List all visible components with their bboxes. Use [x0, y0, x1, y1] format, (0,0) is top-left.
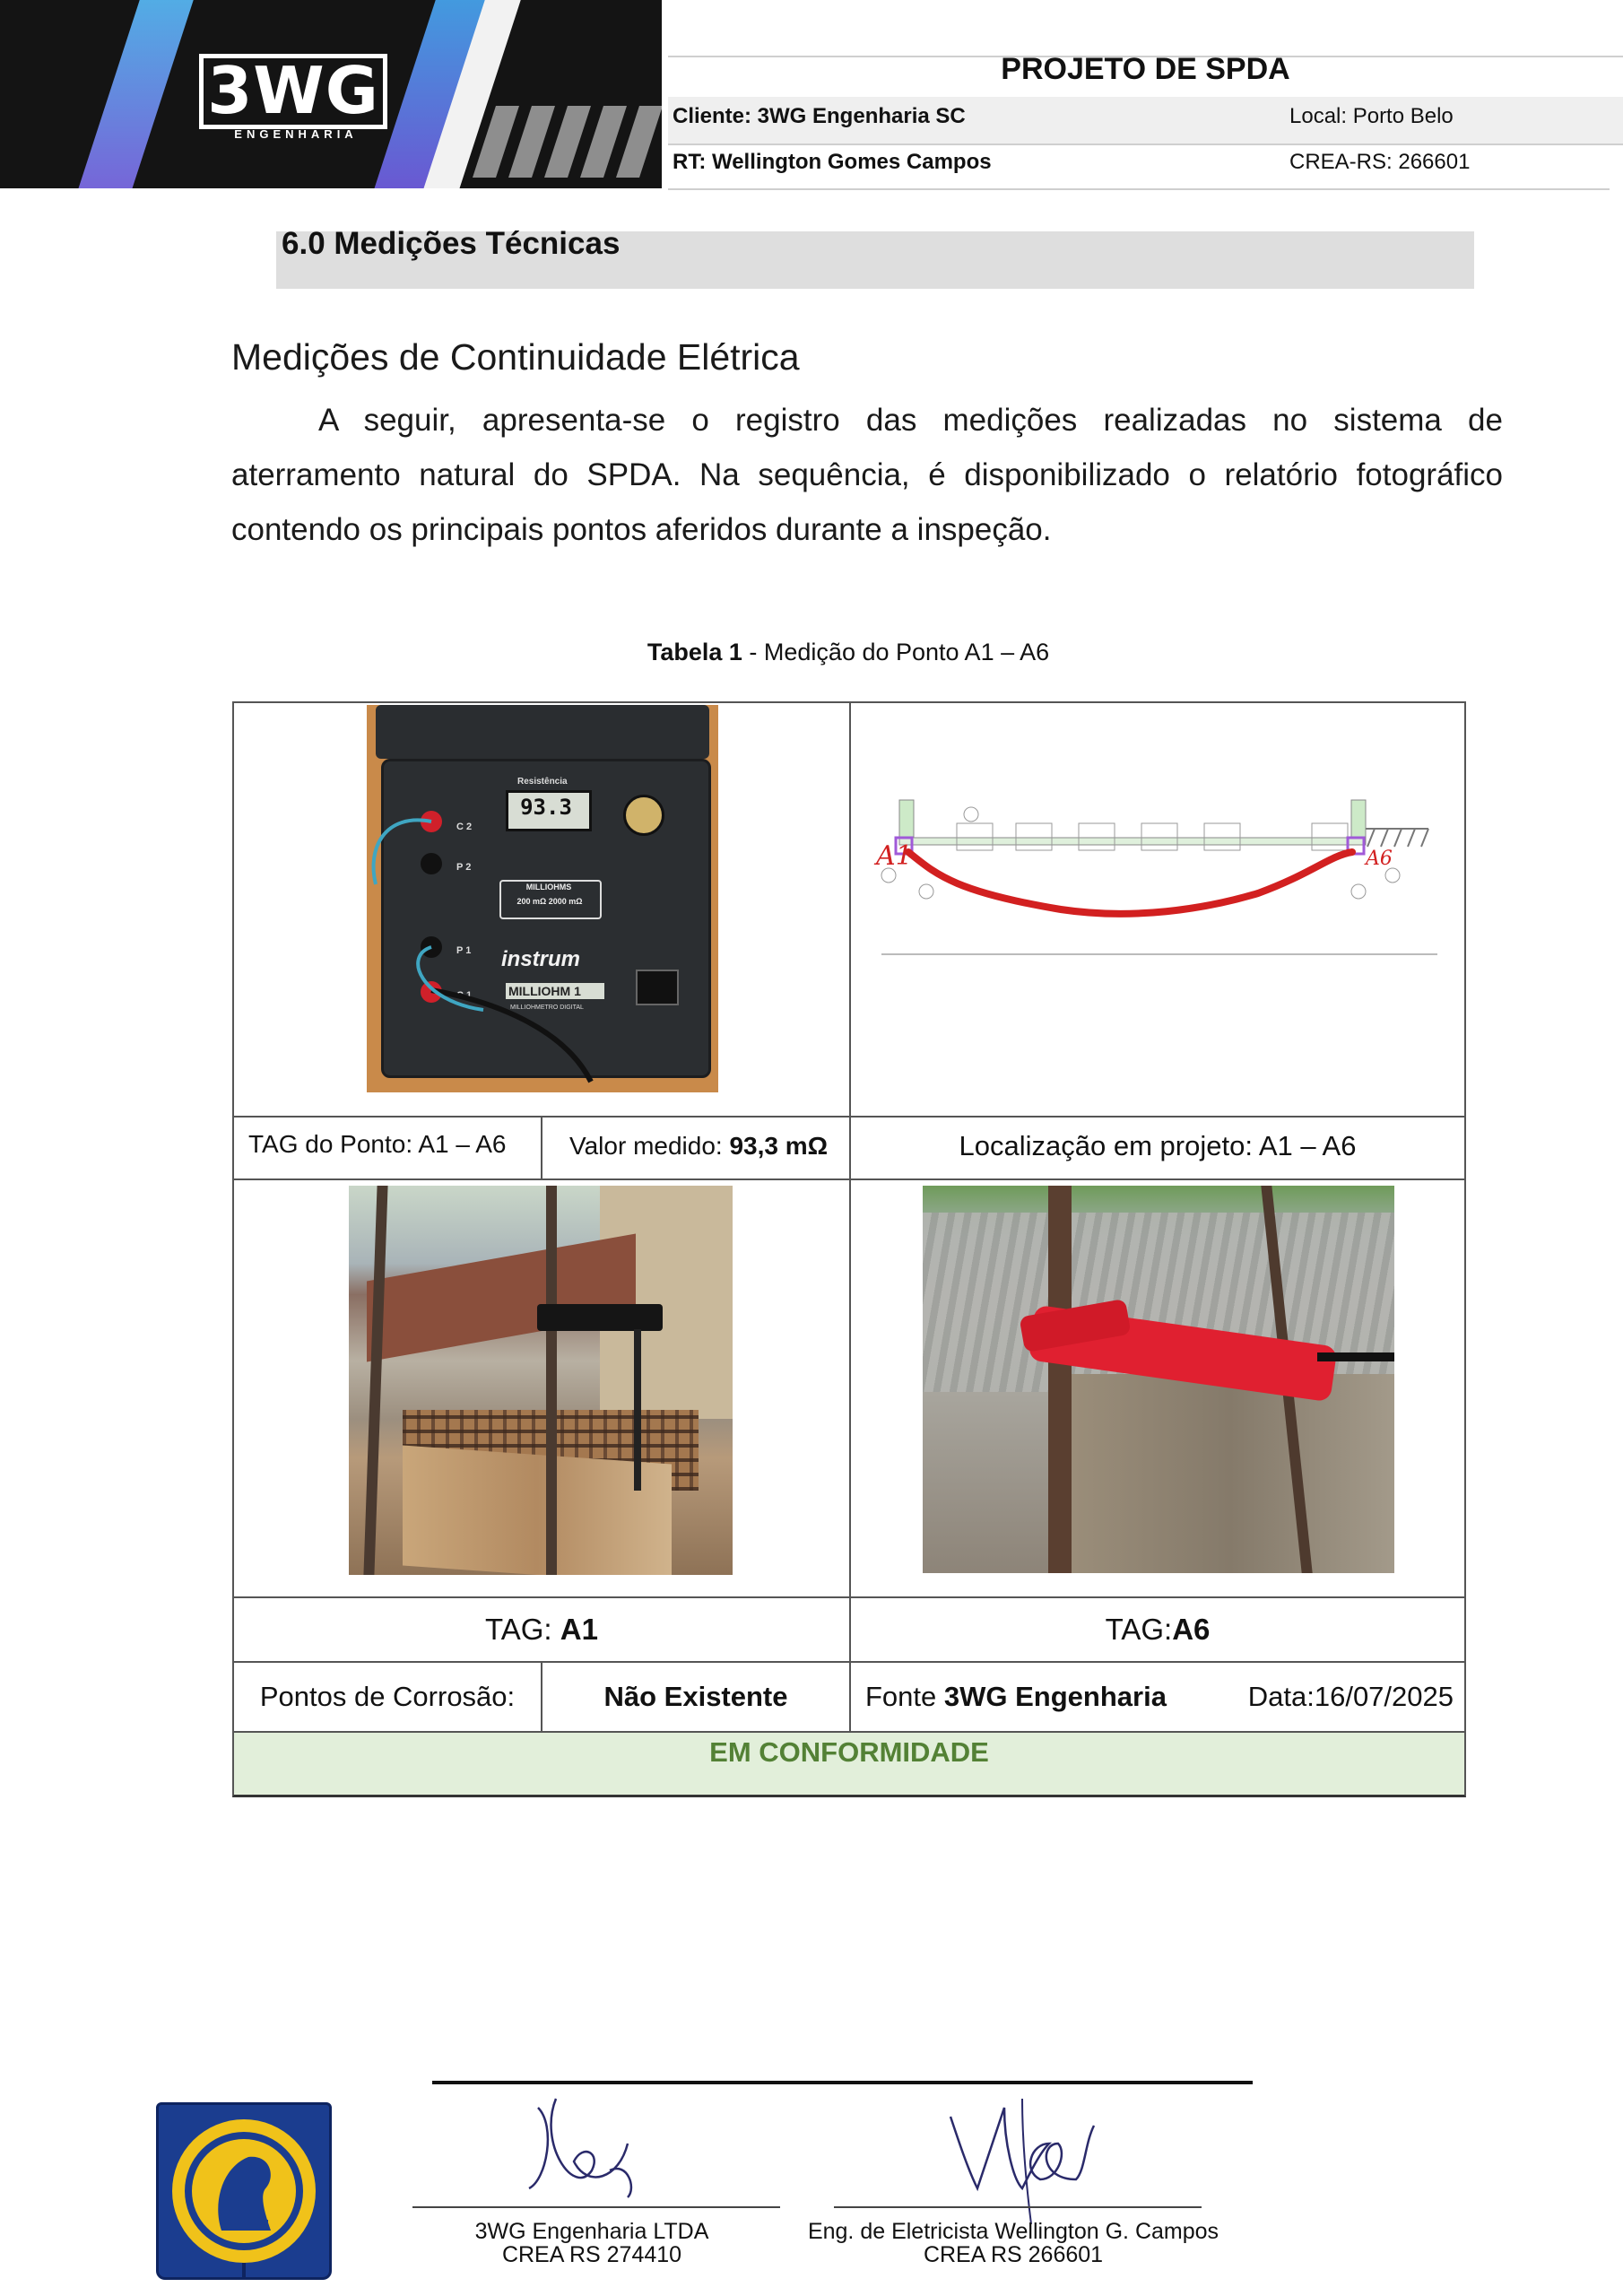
photo-a1-cell	[232, 1178, 851, 1598]
photo-a6-cell	[849, 1178, 1466, 1598]
project-drawing	[864, 793, 1452, 990]
terminal-c2: C 2	[456, 822, 473, 832]
measured-value-cell	[541, 1116, 851, 1180]
measurement-date: Data:16/07/2025	[1247, 1681, 1454, 1712]
meter-cables	[367, 705, 718, 1092]
meter-photo-cell	[232, 701, 851, 1118]
corrosion-value: Não Existente	[603, 1681, 788, 1712]
engineer-crea: CREA RS 266601	[923, 2242, 1104, 2267]
source-label: Fonte	[865, 1681, 944, 1712]
meter-photo	[367, 705, 718, 1092]
engineer-signature-line	[834, 2206, 1202, 2208]
client-name: Cliente: 3WG Engenharia SC	[673, 104, 966, 128]
tag-a1-label: TAG:	[485, 1613, 560, 1646]
tag-a6-value: A6	[1172, 1613, 1211, 1646]
measured-value: 93,3 mΩ	[729, 1132, 829, 1160]
logo-stripe	[70, 0, 199, 188]
company-signature-line	[412, 2206, 780, 2208]
status-cell	[232, 1731, 1466, 1797]
meter-label: Resistência	[517, 777, 568, 787]
rebar	[1048, 1186, 1072, 1573]
corrosion-value-cell	[541, 1661, 851, 1733]
photo-a1	[349, 1186, 733, 1575]
project-location-cell	[849, 1116, 1466, 1180]
tag-point: TAG do Ponto: A1 – A6	[248, 1130, 507, 1158]
tag-a1-cell	[232, 1596, 851, 1663]
logo-text: 3WG	[207, 53, 379, 128]
company-signature	[502, 2090, 664, 2215]
drawing-tag-left: A1	[876, 840, 913, 872]
header-divider	[668, 188, 1610, 190]
engineer-signature	[933, 2090, 1112, 2224]
drawing-cell	[849, 701, 1466, 1118]
source-value: 3WG Engenharia	[943, 1681, 1167, 1712]
drawing-tag-right: A6	[1366, 848, 1393, 870]
meter-display: 93.3	[520, 795, 572, 820]
logo-subtitle: ENGENHARIA	[234, 127, 358, 141]
engineer-name: Eng. de Eletricista Wellington G. Campos	[807, 2219, 1219, 2244]
intro-paragraph: A seguir, apresenta-se o registro das medições realizadas no sistema de aterramento natural do SPDA. Na sequência, é disponibilizado o relatório fotográfico contendo os principais pontos aferidos durante a inspeção.	[231, 403, 1503, 547]
meter-model: MILLIOHM 1	[508, 984, 581, 998]
corrosion-label: Pontos de Corrosão:	[259, 1681, 516, 1712]
meter-brand: instrum	[501, 947, 581, 971]
crea-number: CREA-RS: 266601	[1289, 150, 1471, 174]
project-location: Local: Porto Belo	[1289, 104, 1454, 128]
tag-a6-label: TAG:	[1105, 1613, 1173, 1646]
clamp-black	[537, 1304, 663, 1331]
section-title: 6.0 Medições Técnicas	[282, 226, 621, 261]
terminal-p2: P 2	[456, 862, 472, 873]
caption-text: - Medição do Ponto A1 – A6	[742, 639, 1050, 665]
meter-range-values: 200 mΩ 2000 mΩ	[516, 897, 583, 906]
responsible-technician: RT: Wellington Gomes Campos	[673, 150, 992, 174]
corrosion-label-cell	[232, 1661, 542, 1733]
status-badge: EM CONFORMIDADE	[709, 1736, 989, 1768]
measured-label: Valor medido:	[569, 1132, 730, 1160]
company-signature-block	[412, 2220, 771, 2266]
source-date-cell	[849, 1661, 1466, 1733]
terminal-p1: P 1	[456, 945, 472, 956]
header-divider	[668, 144, 1623, 145]
section-subtitle: Medições de Continuidade Elétrica	[231, 336, 800, 378]
project-location-label: Localização em projeto: A1 – A6	[959, 1130, 1357, 1161]
signature-top-rule	[432, 2081, 1253, 2084]
header-logo-panel	[0, 0, 662, 188]
company-logo	[199, 54, 387, 129]
tag-point-cell	[232, 1116, 542, 1180]
seal-emblem	[159, 2105, 329, 2277]
engineer-signature-block	[789, 2220, 1237, 2266]
tag-a1-value: A1	[560, 1613, 598, 1646]
photo-a6	[923, 1186, 1394, 1573]
terminal-c1: C 1	[456, 990, 473, 1001]
company-crea: CREA RS 274410	[501, 2242, 682, 2267]
company-name: 3WG Engenharia LTDA	[474, 2219, 709, 2244]
document-title: PROJETO DE SPDA	[1001, 52, 1290, 86]
tag-a6-cell	[849, 1596, 1466, 1663]
table-caption	[231, 639, 1465, 666]
meter-range-title: MILLIOHMS	[525, 883, 572, 891]
crea-seal	[156, 2102, 332, 2280]
caption-label: Tabela 1	[647, 639, 742, 665]
meter-model-sub: MILLIOHMETRO DIGITAL	[510, 1004, 584, 1011]
